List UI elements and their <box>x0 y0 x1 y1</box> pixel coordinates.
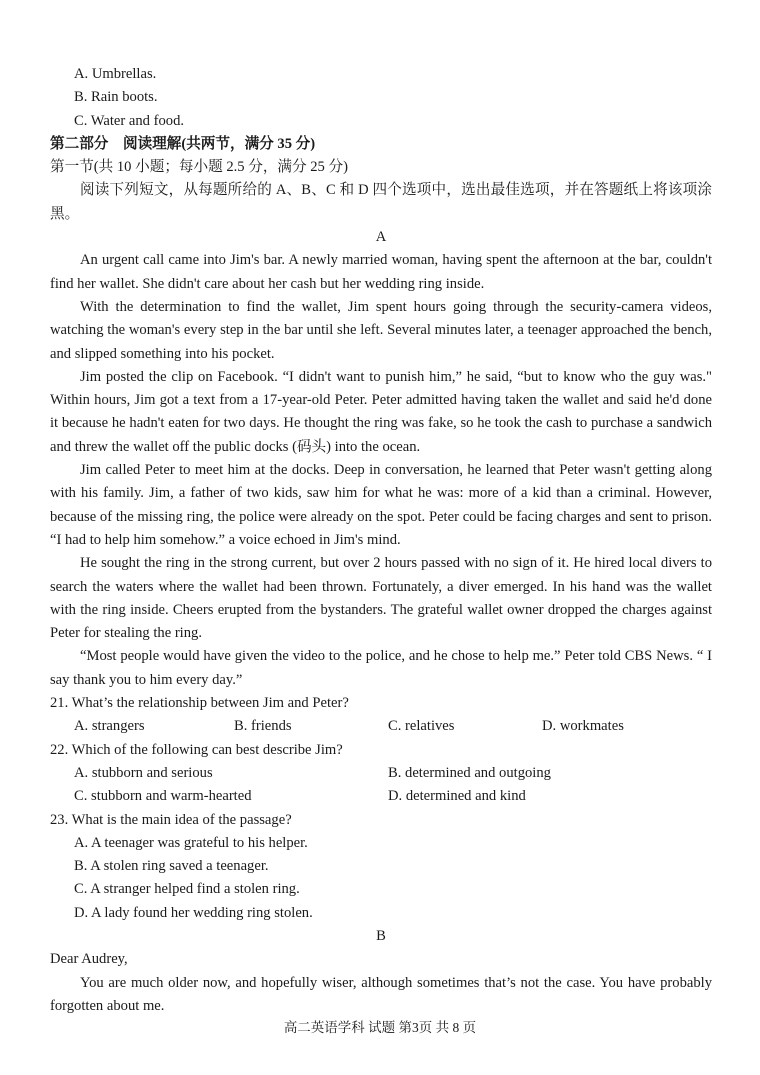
question-23-option-b[interactable]: B. A stolen ring saved a teenager. <box>74 858 269 875</box>
passage-a-label: A <box>375 229 387 246</box>
passage-a-paragraph-1: An urgent call came into Jim's bar. A newly married woman, having spent the afternoon at the bar, couldn't find her wallet. She didn't care about her cash but her wedding ring inside. <box>50 252 712 292</box>
prev-option-c: C. Water and food. <box>74 112 185 129</box>
passage-b-greeting: Dear Audrey, <box>50 951 128 968</box>
question-21-option-b[interactable]: B. friends <box>234 718 292 735</box>
question-22-option-a[interactable]: A. stubborn and serious <box>74 764 213 781</box>
question-22-options-row-2 <box>50 785 712 808</box>
question-21-option-d[interactable]: D. workmates <box>542 718 624 735</box>
section-title: 第一节(共 10 小题；每小题 2.5 分，满分 25 分) <box>50 159 348 176</box>
question-21-stem: 21. What’s the relationship between Jim and Peter? <box>50 695 349 712</box>
question-23-option-c[interactable]: C. A stranger helped find a stolen ring. <box>74 881 300 898</box>
prev-option-a: A. Umbrellas. <box>74 66 157 82</box>
passage-a-paragraph-4: Jim called Peter to meet him at the docks. Deep in conversation, he learned that Peter wasn't getting along with his family. Jim, a father of two kids, saw him for what he was: more of a kid than a criminal. However, because of the missing ring, the police were already on the spot. Peter could be facing charges and sent to prison. “I had to help him somehow.” a voice echoed in Jim's mind. <box>50 462 712 548</box>
question-23-stem: 23. What is the main idea of the passage? <box>50 811 292 828</box>
page-footer: 高二英语学科 试题 第3页 共 8 页 <box>283 1020 477 1035</box>
passage-b-paragraph-1: You are much older now, and hopefully wiser, although sometimes that’s not the case. You have probably forgotten about me. <box>50 974 712 1014</box>
question-22-option-c[interactable]: C. stubborn and warm-hearted <box>74 788 252 805</box>
page-content <box>50 63 712 1018</box>
question-22-options-row-1 <box>50 762 712 785</box>
question-21-option-a[interactable]: A. strangers <box>74 718 145 735</box>
prev-option-b: B. Rain boots. <box>74 89 158 106</box>
question-23-option-a[interactable]: A. A teenager was grateful to his helper. <box>74 834 308 851</box>
passage-a-paragraph-5: He sought the ring in the strong current, but over 2 hours passed with no sign of it. He hired local divers to search the waters where the wallet had been thrown. Fortunately, a diver emerged. In his hand was the wallet with the ring inside. Cheers erupted from the bystanders. The grateful wallet owner dropped the charges against Peter for stealing the ring. <box>50 555 712 642</box>
part-title: 第二部分 阅读理解(共两节，满分 35 分) <box>50 135 316 152</box>
instructions: 阅读下列短文，从每题所给的 A、B、C 和 D 四个选项中，选出最佳选项，并在答题纸上将该项涂黑。 <box>50 182 712 222</box>
question-21-option-c[interactable]: C. relatives <box>388 718 455 735</box>
question-23-option-d[interactable]: D. A lady found her wedding ring stolen. <box>74 904 313 921</box>
question-22-stem: 22. Which of the following can best describe Jim? <box>50 741 343 758</box>
passage-b-label: B <box>376 927 386 944</box>
question-22-option-d[interactable]: D. determined and kind <box>388 788 526 805</box>
passage-a-paragraph-3: Jim posted the clip on Facebook. “I didn't want to punish him,” he said, “but to know who the guy was." Within hours, Jim got a text from a 17-year-old Peter. Peter admitted having taken the wallet and said he'd done it because he hadn't eaten for two days. He thought the ring was fake, so he took the cash to purchase a sandwich and threw the wallet off the public docks (码头) into the ocean. <box>50 368 712 455</box>
passage-a-paragraph-6: “Most people would have given the video to the police, and he chose to help me.” Peter told CBS News. “ I say thank you to him every day.” <box>50 648 712 688</box>
question-22-option-b[interactable]: B. determined and outgoing <box>388 764 551 781</box>
passage-a-paragraph-2: With the determination to find the wallet, Jim spent hours going through the security-camera videos, watching the woman's every step in the bar until she left. Several minutes later, a teenager approached the bench, and slipped something into his pocket. <box>50 298 712 362</box>
question-21-options <box>50 715 712 738</box>
